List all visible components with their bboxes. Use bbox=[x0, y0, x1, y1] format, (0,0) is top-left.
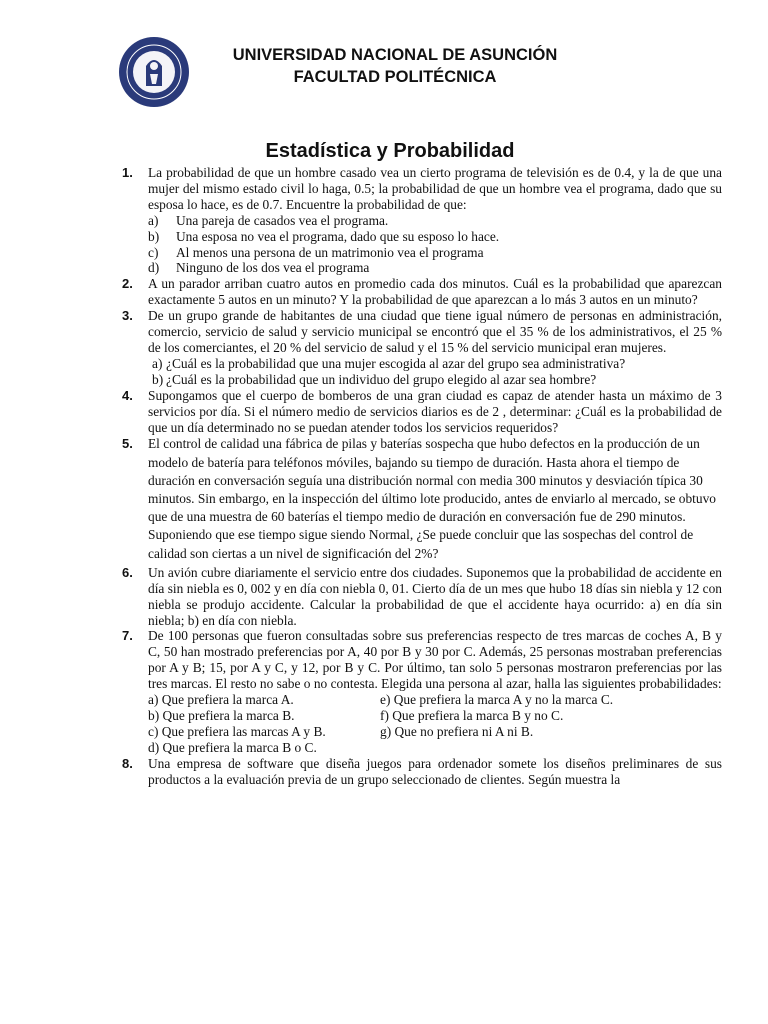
sub-item: c) Al menos una persona de un matrimonio vea el programa bbox=[148, 244, 484, 260]
question-number: 5. bbox=[122, 436, 133, 452]
question-6 bbox=[122, 565, 722, 629]
university-name: UNIVERSIDAD NACIONAL DE ASUNCIÓN bbox=[232, 46, 558, 64]
question-text: El control de calidad una fábrica de pilas y baterías sospecha que hubo defectos en la producción de un modelo de batería para teléfonos móviles, bajando su tiempo de duración. Hasta ahora el tiempo de duración en conversación seguía una distribución normal con media 300 minutos y desviación típica 30 minutos. Sin embargo, en la inspección del último lote producido, antes de enviarlo al mercado, se obtuvo que de una muestra de 60 baterías el tiempo medio de duración en conversación fue de 290 minutos. Suponiendo que ese tiempo sigue siendo Normal, ¿Se puede concluir que las sospechas del control de calidad son ciertas a un nivel de significación del 2%? bbox=[148, 436, 716, 561]
question-8 bbox=[122, 756, 722, 788]
question-number: 8. bbox=[122, 755, 133, 771]
option-item: g) Que no prefiera ni A ni B. bbox=[380, 723, 534, 739]
sub-item: b) Una esposa no vea el programa, dado que su esposo lo hace. bbox=[148, 228, 500, 244]
question-number: 2. bbox=[122, 276, 133, 292]
question-2 bbox=[122, 276, 722, 308]
question-text: Supongamos que el cuerpo de bomberos de una gran ciudad es capaz de atender hasta un máximo de 3 servicios por día. Si el número medio de servicios diarios es de 2 , determinar: ¿Cuál es la probabilidad de que un día determinado no se puedan atender todos los servicios requeridos? bbox=[148, 387, 722, 435]
document-title: Estadística y Probabilidad bbox=[265, 140, 515, 162]
question-number: 3. bbox=[122, 308, 133, 324]
question-number: 6. bbox=[122, 564, 133, 580]
question-text: Un avión cubre diariamente el servicio entre dos ciudades. Suponemos que la probabilidad de accidente en día sin niebla es 0, 002 y en día con niebla 0, 01. Cierto día de un mes que hubo 18 días sin niebla y 12 con niebla se produjo accidente. Calcular la probabilidad de que el accidente haya ocurrido: a) en día sin niebla; b) en día con niebla. bbox=[148, 564, 722, 628]
question-text: De un grupo grande de habitantes de una ciudad que tiene igual número de personas en administración, comercio, servicio de salud y servicio municipal se encontró que el 35 % de los administrativos, el 25 % de los comerciantes, el 20 % del servicio de salud y el 15 % del servicio municipal eran mujeres. bbox=[148, 308, 722, 355]
sub-item: a) ¿Cuál es la probabilidad que una mujer escogida al azar del grupo sea administrativa? bbox=[152, 355, 626, 371]
option-item bbox=[380, 740, 722, 756]
question-3 bbox=[122, 308, 722, 388]
sub-item: d) Ninguno de los dos vea el programa bbox=[148, 260, 370, 276]
question-number: 1. bbox=[122, 165, 133, 180]
question-text: La probabilidad de que un hombre casado vea un cierto programa de televisión es de 0.4, y la de que una mujer del mismo estado civil lo haga, 0.5; la probabilidad de que un hombre vea el programa, dado que su esposa lo hace, es de 0.7. Encuentre la probabilidad de que: bbox=[148, 165, 722, 212]
option-item: c) Que prefiera las marcas A y B. bbox=[148, 723, 326, 739]
faculty-name: FACULTAD POLITÉCNICA bbox=[293, 68, 497, 86]
question-5 bbox=[122, 435, 722, 562]
university-seal-logo bbox=[118, 36, 190, 108]
document-header bbox=[200, 44, 590, 88]
question-number: 7. bbox=[122, 628, 133, 644]
question-text: De 100 personas que fueron consultadas sobre sus preferencias respecto de tres marcas de coches A, B y C, 50 han mostrado preferencias por A, 40 por B y 30 por C. Además, 25 personas mostraban preferencias por A y B; 15, por A y C, y 12, por B y C. Por último, tan solo 5 personas mostraron preferencias por las tres marcas. El resto no sabe o no contesta. Elegida una persona al azar, halla las siguientes probabilidades: bbox=[148, 628, 722, 692]
option-item: f) Que prefiera la marca B y no C. bbox=[380, 707, 564, 723]
question-1 bbox=[122, 165, 722, 276]
question-text: Una empresa de software que diseña juegos para ordenador somete los diseños preliminares de sus productos a la evaluación previa de un grupo seleccionado de clientes. Según muestra la bbox=[148, 755, 722, 787]
sub-item: a) Una pareja de casados vea el programa. bbox=[148, 212, 389, 228]
question-text: A un parador arriban cuatro autos en promedio cada dos minutos. Cuál es la probabilidad que aparezcan exactamente 5 autos en un minuto? Y la probabilidad de que aparezcan a lo más 3 autos en un minuto? bbox=[148, 276, 722, 308]
option-item: e) Que prefiera la marca A y no la marca C. bbox=[380, 692, 614, 708]
options-grid bbox=[148, 692, 722, 756]
option-item: a) Que prefiera la marca A. bbox=[148, 692, 294, 708]
option-item: d) Que prefiera la marca B o C. bbox=[148, 739, 317, 755]
question-4 bbox=[122, 388, 722, 436]
sub-item: b) ¿Cuál es la probabilidad que un individuo del grupo elegido al azar sea hombre? bbox=[152, 371, 597, 387]
option-item: b) Que prefiera la marca B. bbox=[148, 707, 295, 723]
question-7 bbox=[122, 628, 722, 755]
exercise-list bbox=[122, 165, 722, 788]
question-number: 4. bbox=[122, 387, 133, 403]
